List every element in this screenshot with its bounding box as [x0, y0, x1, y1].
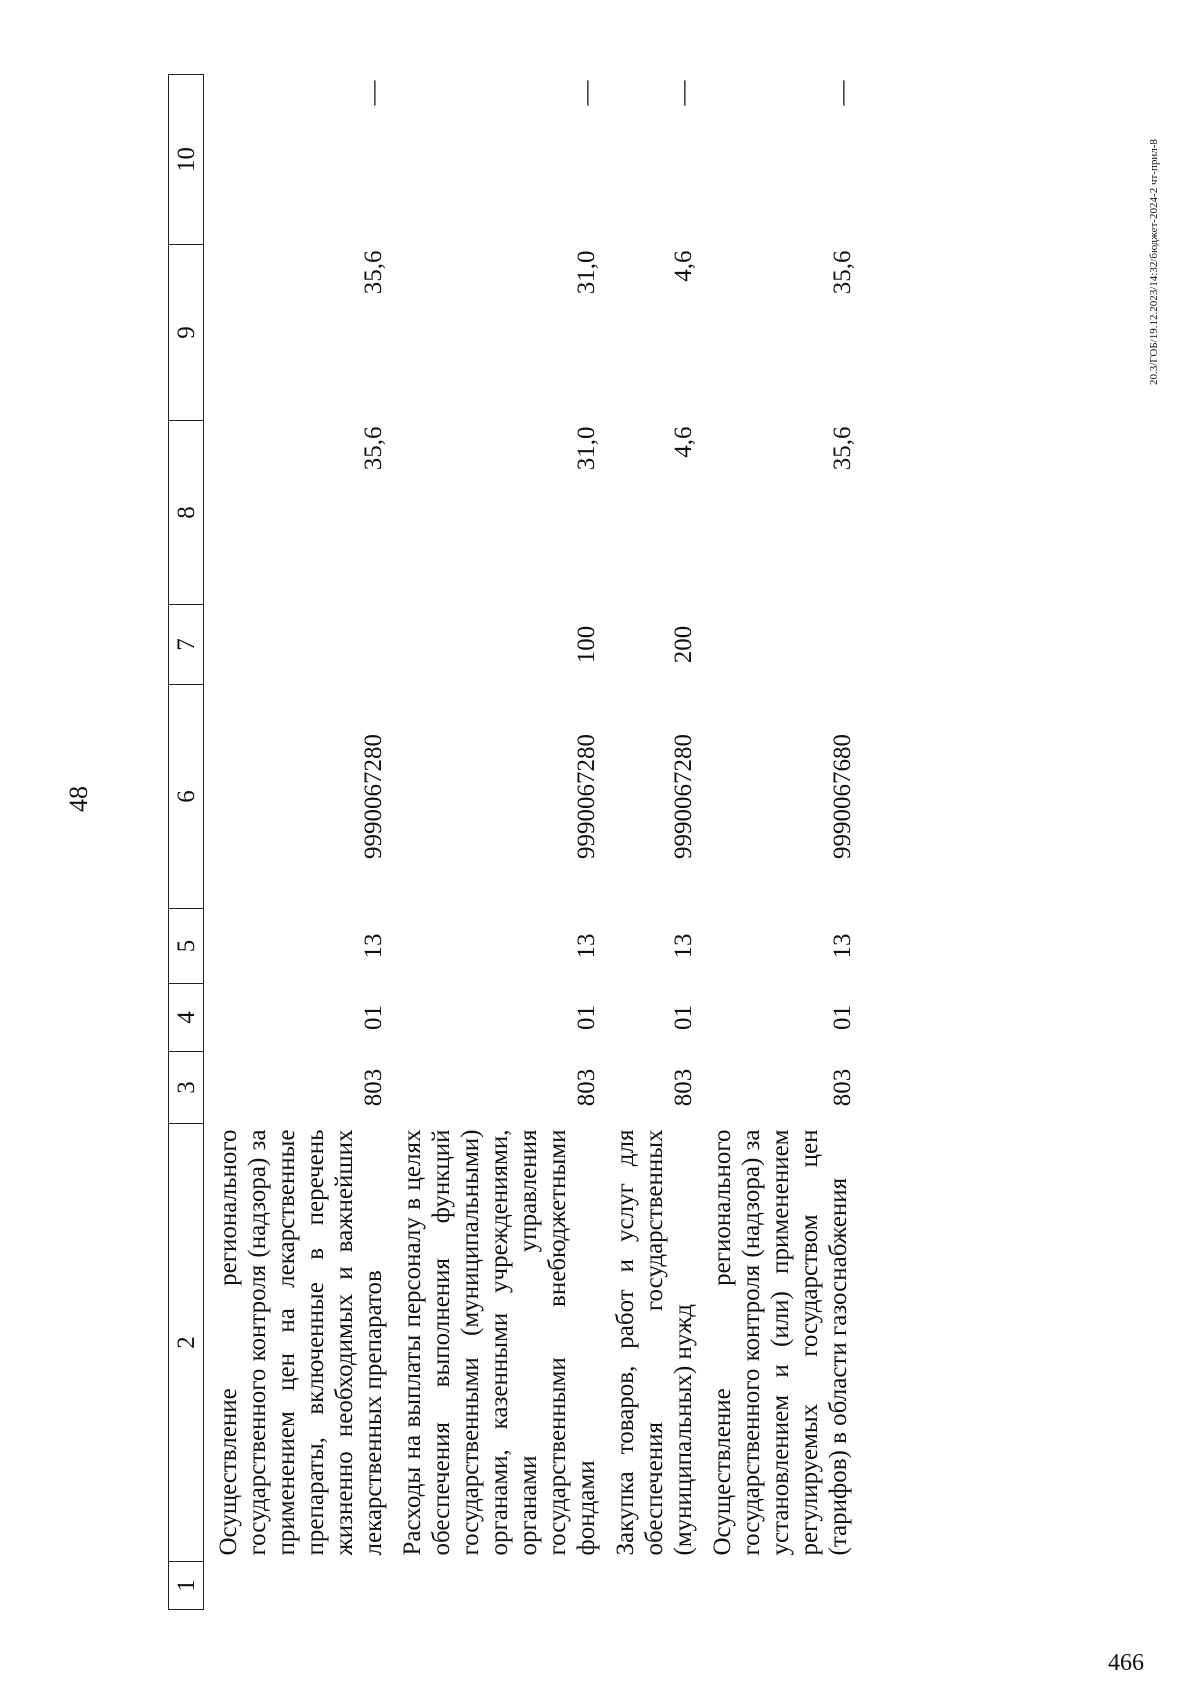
cell-code-3: 803	[360, 1068, 387, 1107]
cell-section: 01	[670, 1005, 697, 1030]
cell-amount-9: 4,6	[670, 250, 697, 282]
cell-section: 01	[360, 1005, 387, 1030]
cell-col-1	[698, 1562, 857, 1610]
header-col-6: 6	[169, 685, 204, 909]
cell-subsection: 13	[670, 933, 697, 959]
cell-amount-10: —	[573, 80, 600, 106]
header-col-9: 9	[169, 245, 204, 421]
cell-description: Осуществление регионального государственного контроля (надзора) за применением цен на лекарственные препараты, включенные в перечень жизненно необходимых и важнейших лекарственных препаратов	[215, 1129, 387, 1556]
cell-amount-8: 35,6	[360, 426, 387, 471]
table-row	[698, 75, 857, 1610]
document-code: 20.3/ГОБ/19.12.2023/14:32/бюджет-2024-2 чт-прил-8	[1148, 139, 1160, 385]
table-row	[204, 75, 389, 1610]
header-col-5: 5	[169, 909, 204, 984]
cell-amount-9: 31,0	[573, 250, 600, 295]
cell-expense-type: 200	[670, 625, 697, 664]
cell-target-code: 9990067280	[573, 734, 600, 859]
cell-description: Осуществление регионального государственного контроля (надзора) за установлением и (или) применением регулируемых государством цен (тарифов) в области газоснабжения	[709, 1129, 852, 1556]
cell-description: Расходы на выплаты персоналу в целях обеспечения выполнения функций государственными (муниципальными) органами, казенными учреждениями, органами управления государственными внебюджетными фондами	[399, 1129, 600, 1556]
cell-amount-9: 35,6	[829, 250, 856, 295]
cell-amount-10: —	[829, 80, 856, 106]
cell-amount-8: 31,0	[573, 426, 600, 471]
cell-subsection: 13	[360, 933, 387, 959]
cell-subsection: 13	[573, 933, 600, 959]
cell-amount-8: 35,6	[829, 426, 856, 471]
cell-subsection: 13	[829, 933, 856, 959]
header-col-3: 3	[169, 1052, 204, 1124]
table-row	[388, 75, 601, 1610]
cell-col-1	[601, 1562, 698, 1610]
page-number-top: 48	[64, 786, 93, 812]
cell-target-code: 9990067680	[829, 734, 856, 859]
cell-section: 01	[829, 1005, 856, 1030]
cell-section: 01	[573, 1005, 600, 1030]
header-col-8: 8	[169, 421, 204, 605]
cell-amount-9: 35,6	[360, 250, 387, 295]
cell-code-3: 803	[829, 1068, 856, 1107]
cell-expense-type: 100	[573, 625, 600, 664]
budget-table	[168, 74, 857, 1610]
cell-description: Закупка товаров, работ и услуг для обеспечения государственных (муниципальных) нужд	[612, 1129, 697, 1556]
cell-code-3: 803	[670, 1068, 697, 1107]
cell-code-3: 803	[573, 1068, 600, 1107]
cell-col-1	[388, 1562, 601, 1610]
cell-target-code: 9990067280	[360, 734, 387, 859]
header-col-1: 1	[169, 1562, 204, 1610]
header-col-4: 4	[169, 984, 204, 1052]
cell-target-code: 9990067280	[670, 734, 697, 859]
page-number-bottom: 466	[1108, 1650, 1144, 1676]
header-row	[169, 75, 204, 1610]
cell-amount-10: —	[360, 80, 387, 106]
table-row	[601, 75, 698, 1610]
header-col-2: 2	[169, 1124, 204, 1562]
cell-amount-8: 4,6	[670, 426, 697, 458]
header-col-7: 7	[169, 605, 204, 685]
cell-amount-10: —	[670, 80, 697, 106]
cell-col-1	[204, 1562, 389, 1610]
header-col-10: 10	[169, 75, 204, 245]
cell-expense-type	[698, 605, 857, 685]
cell-expense-type	[204, 605, 389, 685]
rotated-table-wrapper	[168, 75, 1200, 1610]
